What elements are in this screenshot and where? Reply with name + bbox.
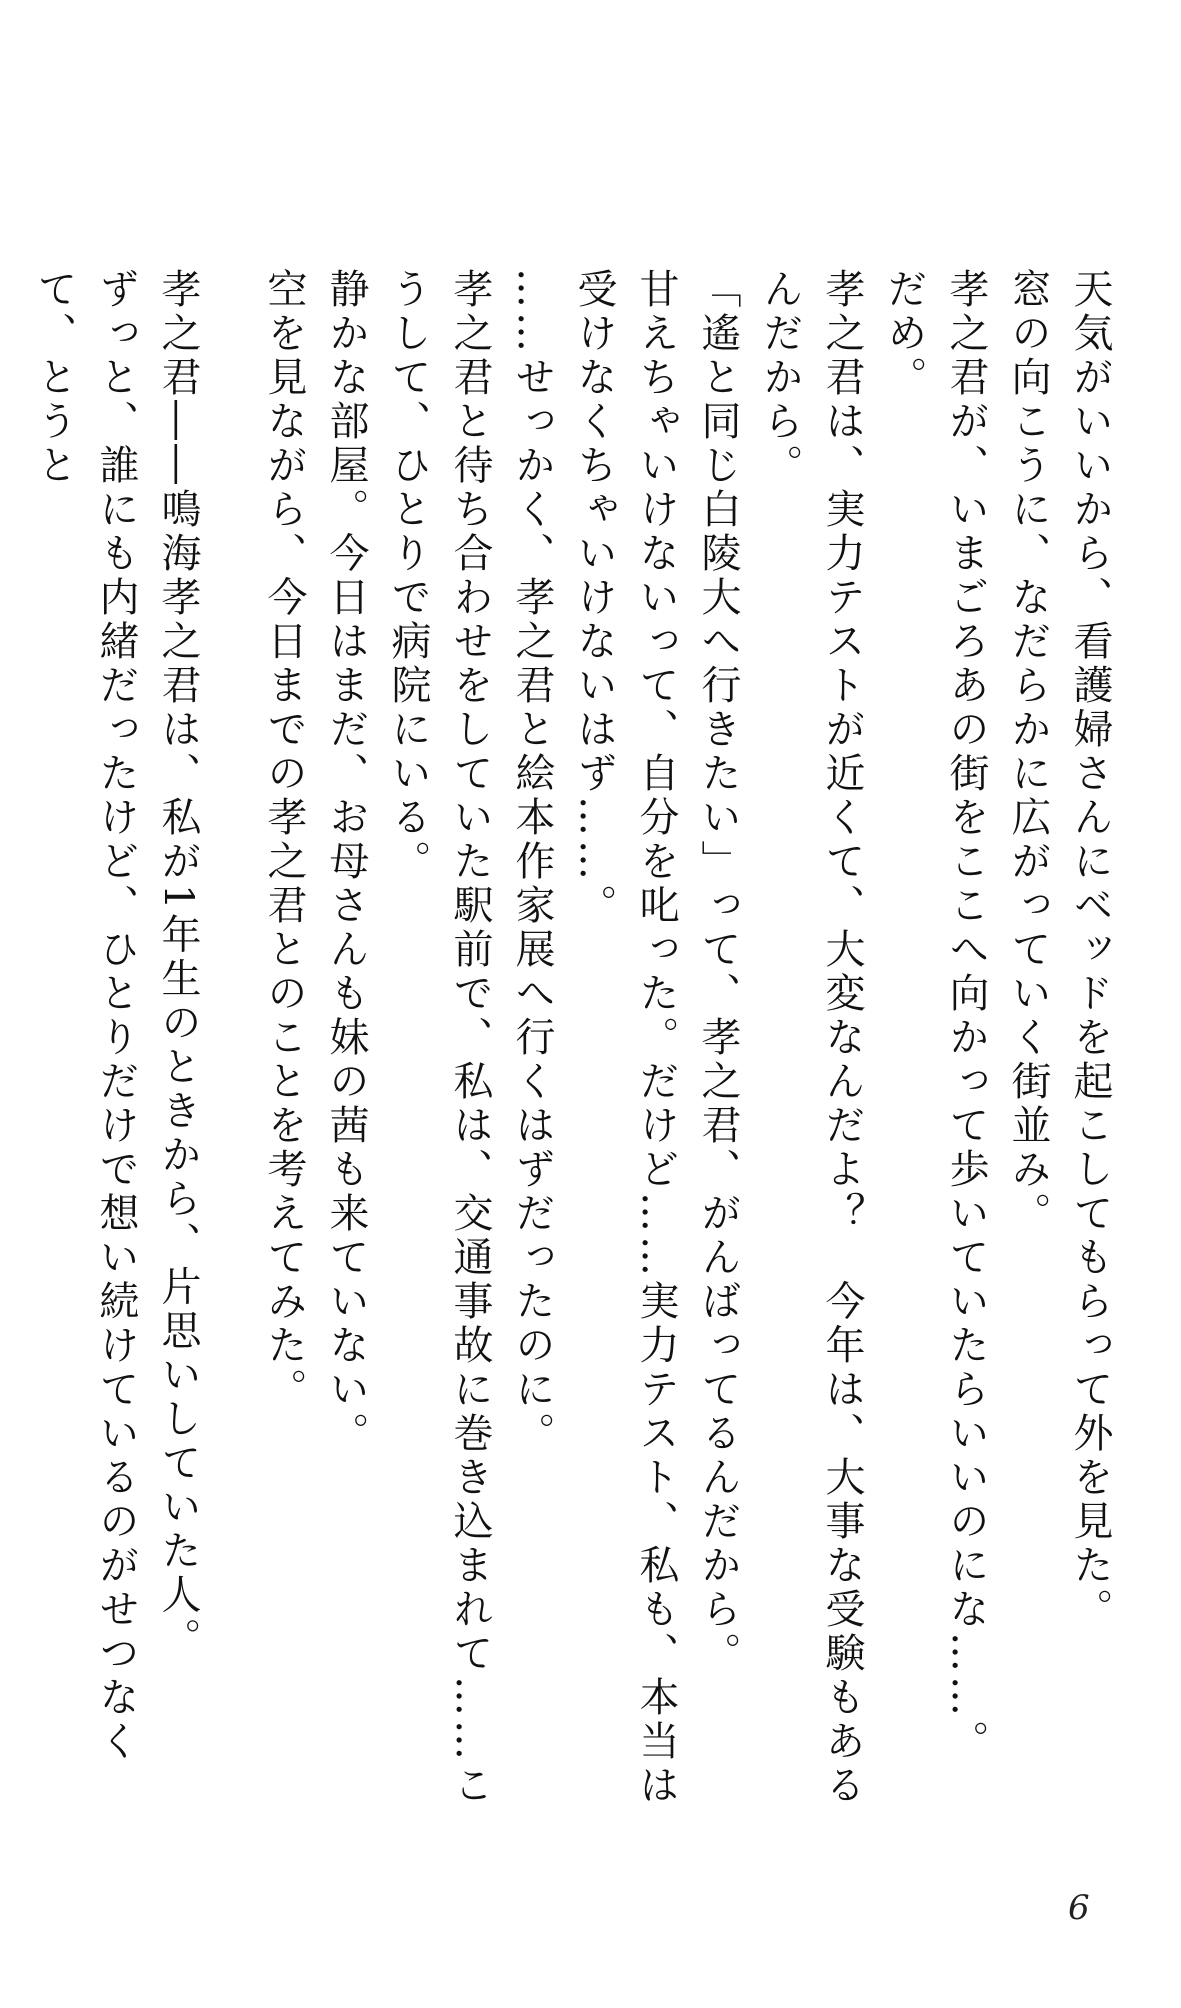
paragraph-7: 甘えちゃいけないって、自分を叱った。だけど……実力テスト、私も、本当は受けなくちゃいけないはず……。	[571, 268, 679, 1808]
paragraph-1: 天気がいいから、看護婦さんにベッドを起こしてもらって外を見た。	[1067, 268, 1113, 1632]
paragraph-11: 空を見ながら、今日までの孝之君とのことを考えてみた。	[261, 268, 307, 1412]
vertical-body-text	[23, 268, 1121, 1828]
paragraph-9: 孝之君と待ち合わせをしていた駅前で、私は、交通事故に巻き込まれて……こうして、ひとりで病院にいる。	[385, 268, 493, 1808]
paragraph-6: 「遙と同じ白陵大へ行きたい」って、孝之君、がんばってるんだから。	[695, 268, 741, 1676]
paragraph-8: ……せっかく、孝之君と絵本作家展へ行くはずだったのに。	[509, 268, 555, 1456]
paragraph-10: 静かな部屋。今日はまだ、お母さんも妹の茜も来ていない。	[323, 268, 369, 1456]
paragraph-2: 窓の向こうに、なだらかに広がっていく街並み。	[1005, 268, 1051, 1236]
paragraph-12: 孝之君――鳴海孝之君は、私が1年生のときから、片思いしていた人。	[155, 268, 201, 1662]
paragraph-13: ずっと、誰にも内緒だったけど、ひとりだけで想い続けているのがせつなくて、とうと	[31, 268, 139, 1764]
page-number: 6	[1068, 1888, 1090, 1928]
paragraph-5: 孝之君は、実力テストが近くて、大変なんだよ？ 今年は、大事な受験もあるんだから。	[757, 268, 865, 1808]
paragraph-3: 孝之君が、いまごろあの街をここへ向かって歩いていたらいいのにな……。	[943, 268, 989, 1764]
paragraph-4: だめ。	[881, 268, 927, 400]
